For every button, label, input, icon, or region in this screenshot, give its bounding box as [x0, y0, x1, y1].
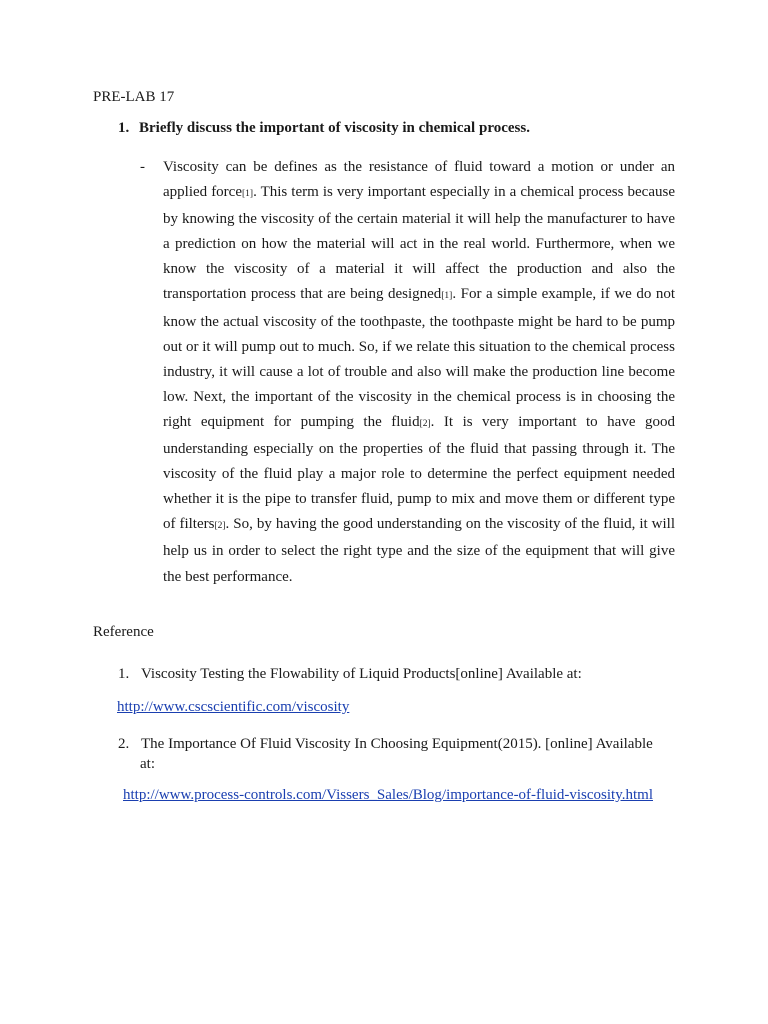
reference-link-2[interactable]: http://www.process-controls.com/Vissers_Sales/Blog/importance-of-fluid-viscosity.html: [123, 787, 653, 803]
reference-number: 1.: [118, 666, 130, 682]
reference-item-2: [118, 734, 676, 774]
citation-3: [2]: [419, 418, 431, 429]
question: [118, 118, 530, 138]
answer-bullet: -: [140, 159, 145, 175]
citation-1: [1]: [242, 189, 254, 200]
citation-4: [2]: [214, 521, 226, 532]
reference-title: Reference: [93, 624, 154, 640]
reference-item-1: [118, 664, 582, 684]
answer-text-5: . So, by having the good understanding on the viscosity of the fluid, it will help us in order to select the right type and the size of the equipment that will give the best performance.: [163, 516, 675, 585]
reference-text: The Importance Of Fluid Viscosity In Choosing Equipment(2015). [online] Available: [141, 736, 653, 752]
question-text: Briefly discuss the important of viscosity in chemical process.: [139, 120, 530, 136]
page-heading: PRE-LAB 17: [93, 89, 175, 105]
reference-text-continued: at:: [140, 756, 155, 772]
answer-text-4: . It is very important to have good understanding especially on the properties of the fluid that passing through it. The viscosity of the fluid play a major role to determine the perfect equipment needed whether it is the pipe to transfer fluid, pump to mix and move them or different type of filters: [163, 413, 675, 533]
answer-text-1: Viscosity can be defines as the resistance of fluid toward a motion or under an applied force: [163, 159, 675, 201]
answer-paragraph: [163, 155, 675, 590]
reference-number: 2.: [118, 736, 130, 752]
answer-block: [140, 155, 675, 590]
reference-text: Viscosity Testing the Flowability of Liquid Products[online] Available at:: [141, 666, 582, 682]
answer-text-2: . This term is very important especially in a chemical process because by knowing the viscosity of the certain material it will help the manufacturer to have a prediction on how the material will act in the real world. Furthermore, when we know the viscosity of a material it will affect the production and also the transportation process that are being designed: [163, 184, 675, 303]
citation-2: [1]: [441, 291, 453, 302]
question-number: 1.: [118, 120, 130, 136]
reference-link-1[interactable]: http://www.cscscientific.com/viscosity: [117, 699, 350, 715]
answer-text-3: . For a simple example, if we do not know the actual viscosity of the toothpaste, the toothpaste might be hard to be pump out or it will pump out to much. So, if we relate this situation to the chemical process industry, it will cause a lot of trouble and also will make the production line become low. Next, the important of the viscosity in the chemical process is in choosing the right equipment for pumping the fluid: [163, 286, 675, 430]
